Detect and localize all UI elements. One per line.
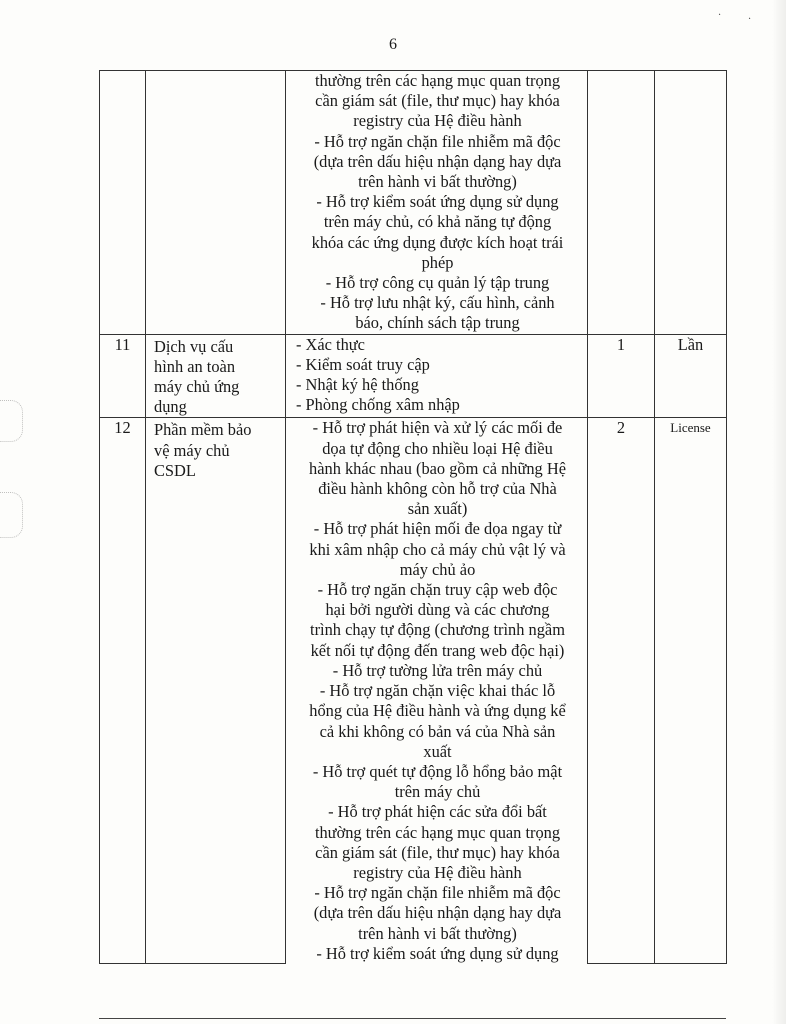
description-line: - Hỗ trợ kiểm soát ứng dụng sử dụng — [316, 192, 559, 212]
description-line: trên hành vi bất thường) — [358, 172, 517, 192]
description-line: điều hành không còn hỗ trợ của Nhà — [318, 479, 557, 499]
description-line: (dựa trên dấu hiệu nhận dạng hay dựa — [313, 151, 562, 171]
description-line: - Kiểm soát truy cập — [296, 354, 430, 374]
description-line: hành khác nhau (bao gồm cả những Hệ — [309, 458, 566, 478]
item-name — [146, 335, 285, 418]
unit-cell — [655, 71, 727, 335]
description-line: hại bởi người dùng và các chương — [325, 600, 550, 620]
table-row-11 — [100, 334, 727, 418]
description-cell — [286, 418, 588, 964]
description-line: - Hỗ trợ ngăn chặn file nhiễm mã độc — [314, 131, 561, 151]
item-description — [286, 71, 587, 334]
description-line: - Hỗ trợ kiểm soát ứng dụng sử dụng — [316, 943, 559, 963]
scan-speck: · — [718, 10, 722, 21]
description-line: - Hỗ trợ tường lửa trên máy chủ — [332, 660, 543, 680]
item-description — [286, 335, 587, 416]
name-line: máy chủ ứng — [154, 377, 240, 397]
description-line: xuất — [423, 741, 452, 761]
description-line: - Hỗ trợ quét tự động lỗ hổng bảo mật — [312, 761, 563, 781]
description-line: sản xuất) — [407, 499, 468, 519]
table-row-continued — [100, 71, 727, 335]
description-line: (dựa trên dấu hiệu nhận dạng hay dựa — [313, 903, 562, 923]
item-description — [286, 418, 587, 963]
table-bottom-border — [99, 1018, 726, 1019]
description-line: - Phòng chống xâm nhập — [296, 395, 460, 415]
scan-edge-shadow — [772, 0, 786, 1024]
binding-stamp-mark — [0, 400, 23, 442]
stt-cell: 12 — [100, 418, 146, 964]
page-number: 6 — [389, 36, 397, 53]
description-line: khóa các ứng dụng được kích hoạt trái — [311, 232, 564, 252]
description-line: trên máy chủ, có khả năng tự động — [323, 212, 552, 232]
name-line: dụng — [154, 397, 187, 417]
description-line: - Hỗ trợ lưu nhật ký, cấu hình, cảnh — [320, 293, 555, 313]
description-line: registry của Hệ điều hành — [353, 862, 522, 882]
description-line: cần giám sát (file, thư mục) hay khóa — [315, 842, 560, 862]
name-line: vệ máy chủ — [154, 440, 230, 460]
description-line: cần giám sát (file, thư mục) hay khóa — [315, 91, 560, 111]
description-line: - Hỗ trợ ngăn chặn việc khai thác lỗ — [319, 681, 556, 701]
name-line: hình an toàn — [154, 356, 236, 376]
description-cell — [286, 71, 588, 335]
stt-cell — [100, 71, 146, 335]
description-line: registry của Hệ điều hành — [353, 111, 522, 131]
description-line: dọa tự động cho nhiều loại Hệ điều — [322, 438, 553, 458]
description-line: kết nối tự động đến trang web độc hại) — [310, 640, 565, 660]
description-line: - Hỗ trợ ngăn chặn file nhiễm mã độc — [314, 883, 561, 903]
binding-stamp-mark — [0, 492, 23, 538]
stt-cell: 11 — [100, 334, 146, 418]
description-line: cả khi không có bản vá của Nhà sản — [319, 721, 556, 741]
quantity-cell: 2 — [588, 418, 655, 964]
name-cell — [146, 334, 286, 418]
quantity-cell — [588, 71, 655, 335]
description-line: khi xâm nhập cho cả máy chủ vật lý và — [309, 539, 566, 559]
description-line: - Nhật ký hệ thống — [296, 375, 419, 395]
name-line: CSDL — [154, 460, 196, 480]
description-line: trên hành vi bất thường) — [358, 923, 517, 943]
description-line: thường trên các hạng mục quan trọng — [314, 71, 561, 90]
name-cell — [146, 418, 286, 964]
specification-table — [99, 70, 727, 964]
quantity-cell: 1 — [588, 334, 655, 418]
description-line: trên máy chủ — [394, 782, 481, 802]
description-line: - Xác thực — [296, 334, 365, 354]
table-row-12 — [100, 418, 727, 964]
description-line: thường trên các hạng mục quan trọng — [314, 822, 561, 842]
description-line: hổng của Hệ điều hành và ứng dụng kể — [309, 701, 566, 721]
unit-cell: License — [655, 418, 727, 964]
name-line: Phần mềm bảo — [154, 420, 252, 440]
description-line: - Hỗ trợ phát hiện và xử lý các mối đe — [312, 418, 563, 438]
description-line: trình chạy tự động (chương trình ngầm — [310, 620, 565, 640]
name-cell — [146, 71, 286, 335]
description-cell — [286, 334, 588, 418]
item-name — [146, 418, 285, 481]
item-name — [146, 71, 285, 73]
description-line: báo, chính sách tập trung — [355, 313, 520, 333]
scan-speck: · — [748, 14, 752, 25]
name-line: Dịch vụ cấu — [154, 336, 234, 356]
description-line: máy chủ ảo — [399, 559, 476, 579]
description-line: - Hỗ trợ ngăn chặn truy cập web độc — [317, 580, 558, 600]
description-line: - Hỗ trợ phát hiện các sửa đổi bất — [328, 802, 547, 822]
description-line: - Hỗ trợ phát hiện mối đe dọa ngay từ — [313, 519, 562, 539]
unit-cell: Lần — [655, 334, 727, 418]
description-line: - Hỗ trợ công cụ quản lý tập trung — [325, 273, 550, 293]
description-line: phép — [421, 252, 454, 272]
